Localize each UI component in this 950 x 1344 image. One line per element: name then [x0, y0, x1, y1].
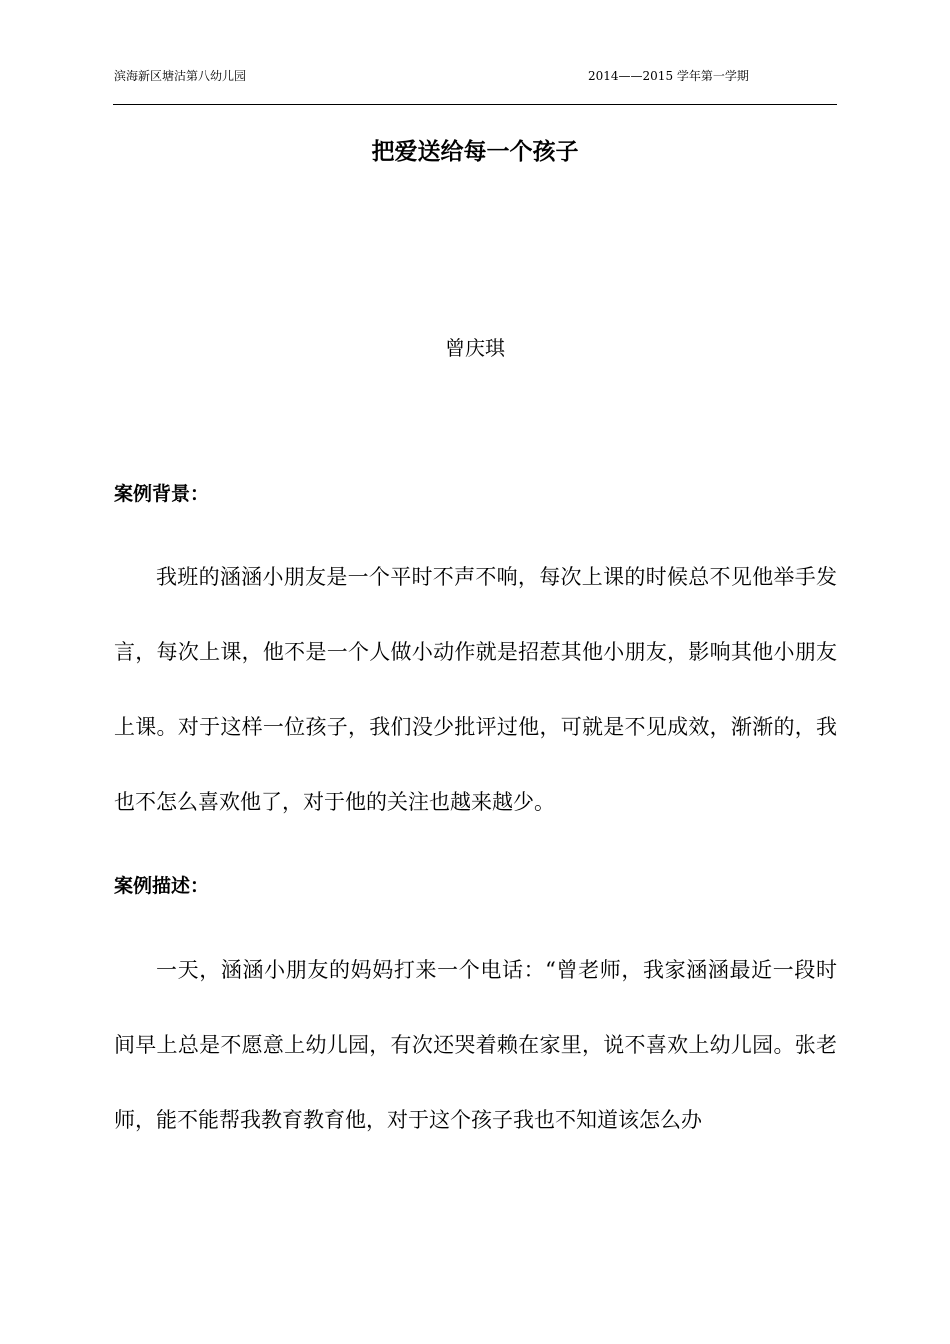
header-term: 2014——2015 学年第一学期	[588, 69, 749, 83]
header-divider	[113, 104, 837, 105]
document-author: 曾庆琪	[445, 336, 505, 360]
document-title: 把爱送给每一个孩子	[371, 138, 579, 165]
section-heading-description: 案例描述：	[114, 875, 210, 897]
header-school-name: 滨海新区塘沽第八幼儿园	[114, 69, 247, 83]
section-heading-background: 案例背景：	[114, 483, 210, 505]
section-paragraph-background: 我班的涵涵小朋友是一个平时不声不响，每次上课的时候总不见他举手发言，每次上课，他不是一个人做小动作就是招惹其他小朋友，影响其他小朋友上课。对于这样一位孩子，我们没少批评过他，可就是不见成效，渐渐的，我也不怎么喜欢他了，对于他的关注也越来越少。	[114, 565, 837, 814]
section-paragraph-description: 一天，涵涵小朋友的妈妈打来一个电话：“曾老师，我家涵涵最近一段时间早上总是不愿意上幼儿园，有次还哭着赖在家里，说不喜欢上幼儿园。张老师，能不能帮我教育教育他，对于这个孩子我也不知道该怎么办	[114, 958, 837, 1132]
